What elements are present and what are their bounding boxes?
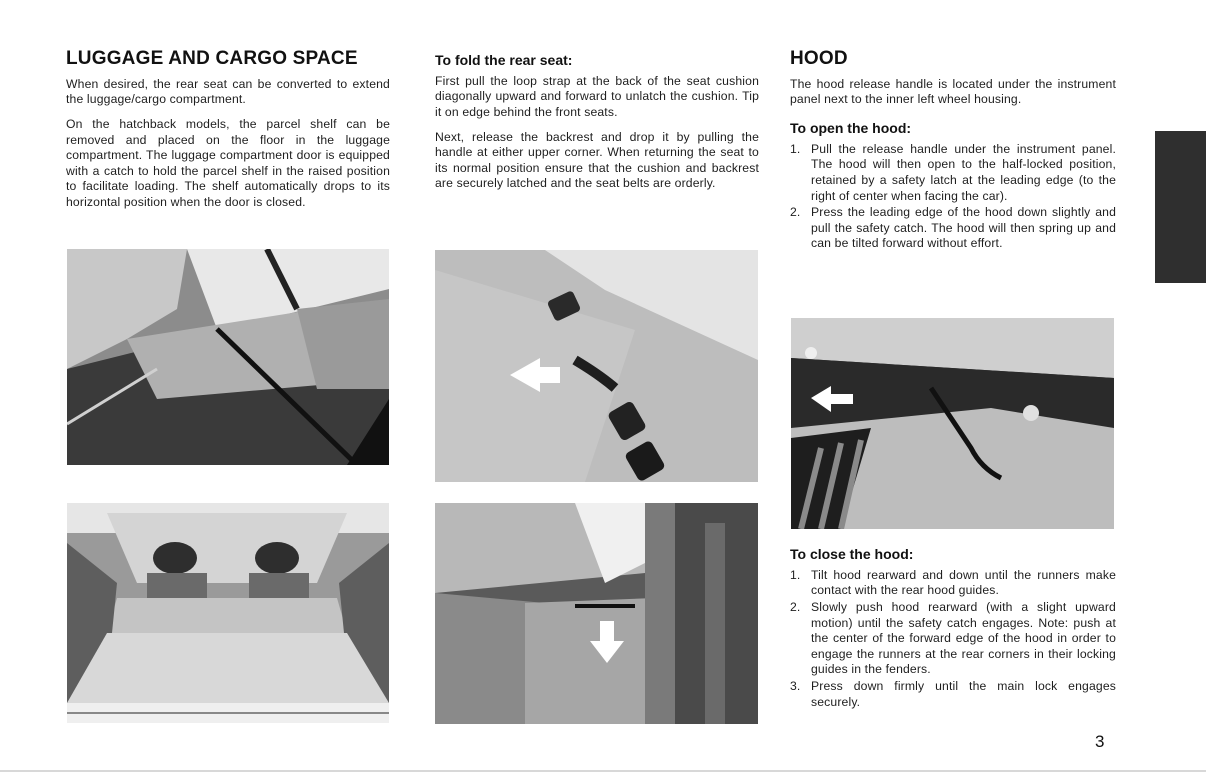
open-step: 2. Press the leading edge of the hood down slightly and pull the safety catch. The hood will then spring up and can be tilted forward without effort. xyxy=(790,205,1116,251)
close-step: 2. Slowly push hood rearward (with a slight upward motion) until the safety catch engages. Note: push at the center of the forward edge of the hood in order to engage the runners at the rear corners in their locking guides in the fenders. xyxy=(790,599,1116,677)
bottom-divider xyxy=(0,770,1206,772)
fold-seat-section xyxy=(435,48,759,201)
close-step: 3. Press down firmly until the main lock engages securely. xyxy=(790,678,1116,709)
section-thumb-tab xyxy=(1155,131,1206,283)
hood-title: HOOD xyxy=(790,48,848,69)
close-hood-heading: To close the hood: xyxy=(790,546,914,562)
page-number: 3 xyxy=(1095,732,1105,751)
photo-backrest-drop xyxy=(435,503,758,724)
close-hood-section xyxy=(790,546,1116,711)
luggage-title: LUGGAGE AND CARGO SPACE xyxy=(66,48,358,69)
photo-hood-release-handle xyxy=(791,318,1114,529)
photo-parcel-shelf-raised xyxy=(67,249,389,465)
photo-cargo-area-extended xyxy=(67,503,389,723)
hood-paragraph-1: The hood release handle is located under the instrument panel next to the inner left wheel housing. xyxy=(790,76,1116,107)
fold-seat-paragraph-1: First pull the loop strap at the back of the seat cushion diagonally upward and forward to unlatch the cushion. Tip it on edge behind the front seats. xyxy=(435,73,759,119)
close-step: 1. Tilt hood rearward and down until the runners make contact with the rear hood guides. xyxy=(790,567,1116,598)
fold-seat-heading: To fold the rear seat: xyxy=(435,52,573,68)
open-hood-heading: To open the hood: xyxy=(790,119,912,136)
hood-section xyxy=(790,48,1116,253)
close-hood-steps xyxy=(790,568,1116,710)
luggage-paragraph-1: When desired, the rear seat can be converted to extend the luggage/cargo compartment. xyxy=(66,76,390,107)
fold-seat-paragraph-2: Next, release the backrest and drop it by pulling the handle at either upper corner. When returning the seat to its normal position ensure that the cushion and backrest are securely latched and the seat belts are orderly. xyxy=(435,129,759,191)
luggage-paragraph-2: On the hatchback models, the parcel shelf can be removed and placed on the floor in the luggage compartment. The luggage compartment door is equipped with a catch to hold the parcel shelf in the raised position to facilitate loading. The shelf automatically drops to its horizontal position when the door is closed. xyxy=(66,116,390,209)
luggage-section xyxy=(66,48,390,220)
photo-seat-loop-strap xyxy=(435,250,758,482)
open-hood-steps xyxy=(790,142,1116,252)
open-step: 1. Pull the release handle under the instrument panel. The hood will then open to the half-locked position, retained by a safety latch at the leading edge (to the right of center when facing the car). xyxy=(790,141,1116,203)
